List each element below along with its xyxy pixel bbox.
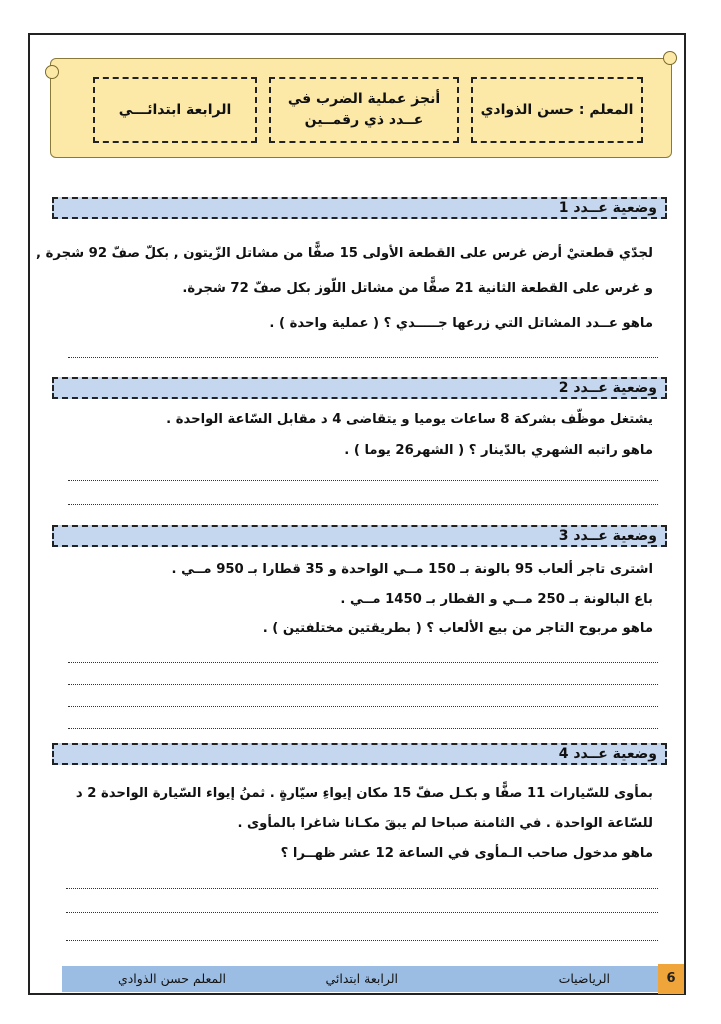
- answer-line[interactable]: [68, 684, 658, 685]
- footer-bar: [62, 966, 658, 992]
- section-3-line-1: اشترى تاجر ألعاب 95 بالونة بـ 150 مــي الواحدة و 35 قطارا بـ 950 مــي .: [171, 562, 653, 577]
- section-1-line-2: و غرس على القطعة الثانية 21 صفًّا من مشاتل اللّوز بكل صفّ 72 شجرة.: [182, 281, 653, 296]
- answer-line[interactable]: [68, 504, 658, 505]
- section-1-line-1: لجدّي قطعتيْ أرض غرس على القطعة الأولى 15 صفًّا من مشاتل الزّيتون , بكلّ صفّ 92 شجرة ,: [36, 246, 653, 261]
- scroll-curl-icon: [45, 65, 59, 79]
- section-2-line-2: ماهو راتبه الشهري بالدّينار ؟ ( الشهر26 يوما ) .: [344, 443, 653, 458]
- section-3-line-2: باع البالونة بـ 250 مــي و القطار بـ 1450 مــي .: [340, 592, 653, 607]
- header-lesson: أنجز عملية الضرب في عــدد ذي رقمــين: [269, 77, 459, 143]
- section-4-line-1: بمأوى للسّيارات 11 صفًّا و بكـل صفّ 15 مكان إيواءِ سيّارةٍ . ثمنُ إيواء السّيارة الواحدة 2 د: [75, 786, 653, 801]
- answer-line[interactable]: [68, 728, 658, 729]
- header-teacher: المعلم : حسن الذوادي: [471, 77, 643, 143]
- section-4-title: وضعية عــدد 4: [52, 743, 667, 765]
- scroll-curl-icon: [663, 51, 677, 65]
- footer-subject: الرياضيات: [558, 971, 610, 986]
- answer-line[interactable]: [68, 480, 658, 481]
- footer-teacher: المعلم حسن الذوادي: [117, 971, 226, 986]
- answer-line[interactable]: [68, 662, 658, 663]
- answer-line[interactable]: [66, 940, 658, 941]
- section-4-line-2: للسّاعة الواحدة . في الثامنة صباحا لم يبقَ مكـانا شاغرا بالمأوى .: [237, 816, 653, 831]
- answer-line[interactable]: [68, 357, 658, 358]
- section-2-title: وضعية عــدد 2: [52, 377, 667, 399]
- page-number: 6: [658, 964, 684, 994]
- section-3-title: وضعية عــدد 3: [52, 525, 667, 547]
- section-1-line-3: ماهو عــدد المشاتل التي زرعها جـــــدي ؟ ( عملية واحدة ) .: [269, 316, 653, 331]
- section-3-line-3: ماهو مربوح التاجر من بيع الألعاب ؟ ( بطريقتين مختلفتين ) .: [262, 621, 653, 636]
- answer-line[interactable]: [66, 912, 658, 913]
- header-banner: [50, 58, 672, 158]
- footer-level: الرابعة ابتدائي: [325, 971, 398, 986]
- section-4-line-3: ماهو مدخول صاحب الـمأوى في الساعة 12 عشر ظهــرا ؟: [280, 846, 653, 861]
- section-2-line-1: يشتغل موظّف بشركة 8 ساعات يوميا و يتقاضى 4 د مقابل السّاعة الواحدة .: [166, 412, 653, 427]
- section-1-title: وضعية عــدد 1: [52, 197, 667, 219]
- header-level: الرابعة ابتدائـــي: [93, 77, 257, 143]
- answer-line[interactable]: [66, 888, 658, 889]
- answer-line[interactable]: [68, 706, 658, 707]
